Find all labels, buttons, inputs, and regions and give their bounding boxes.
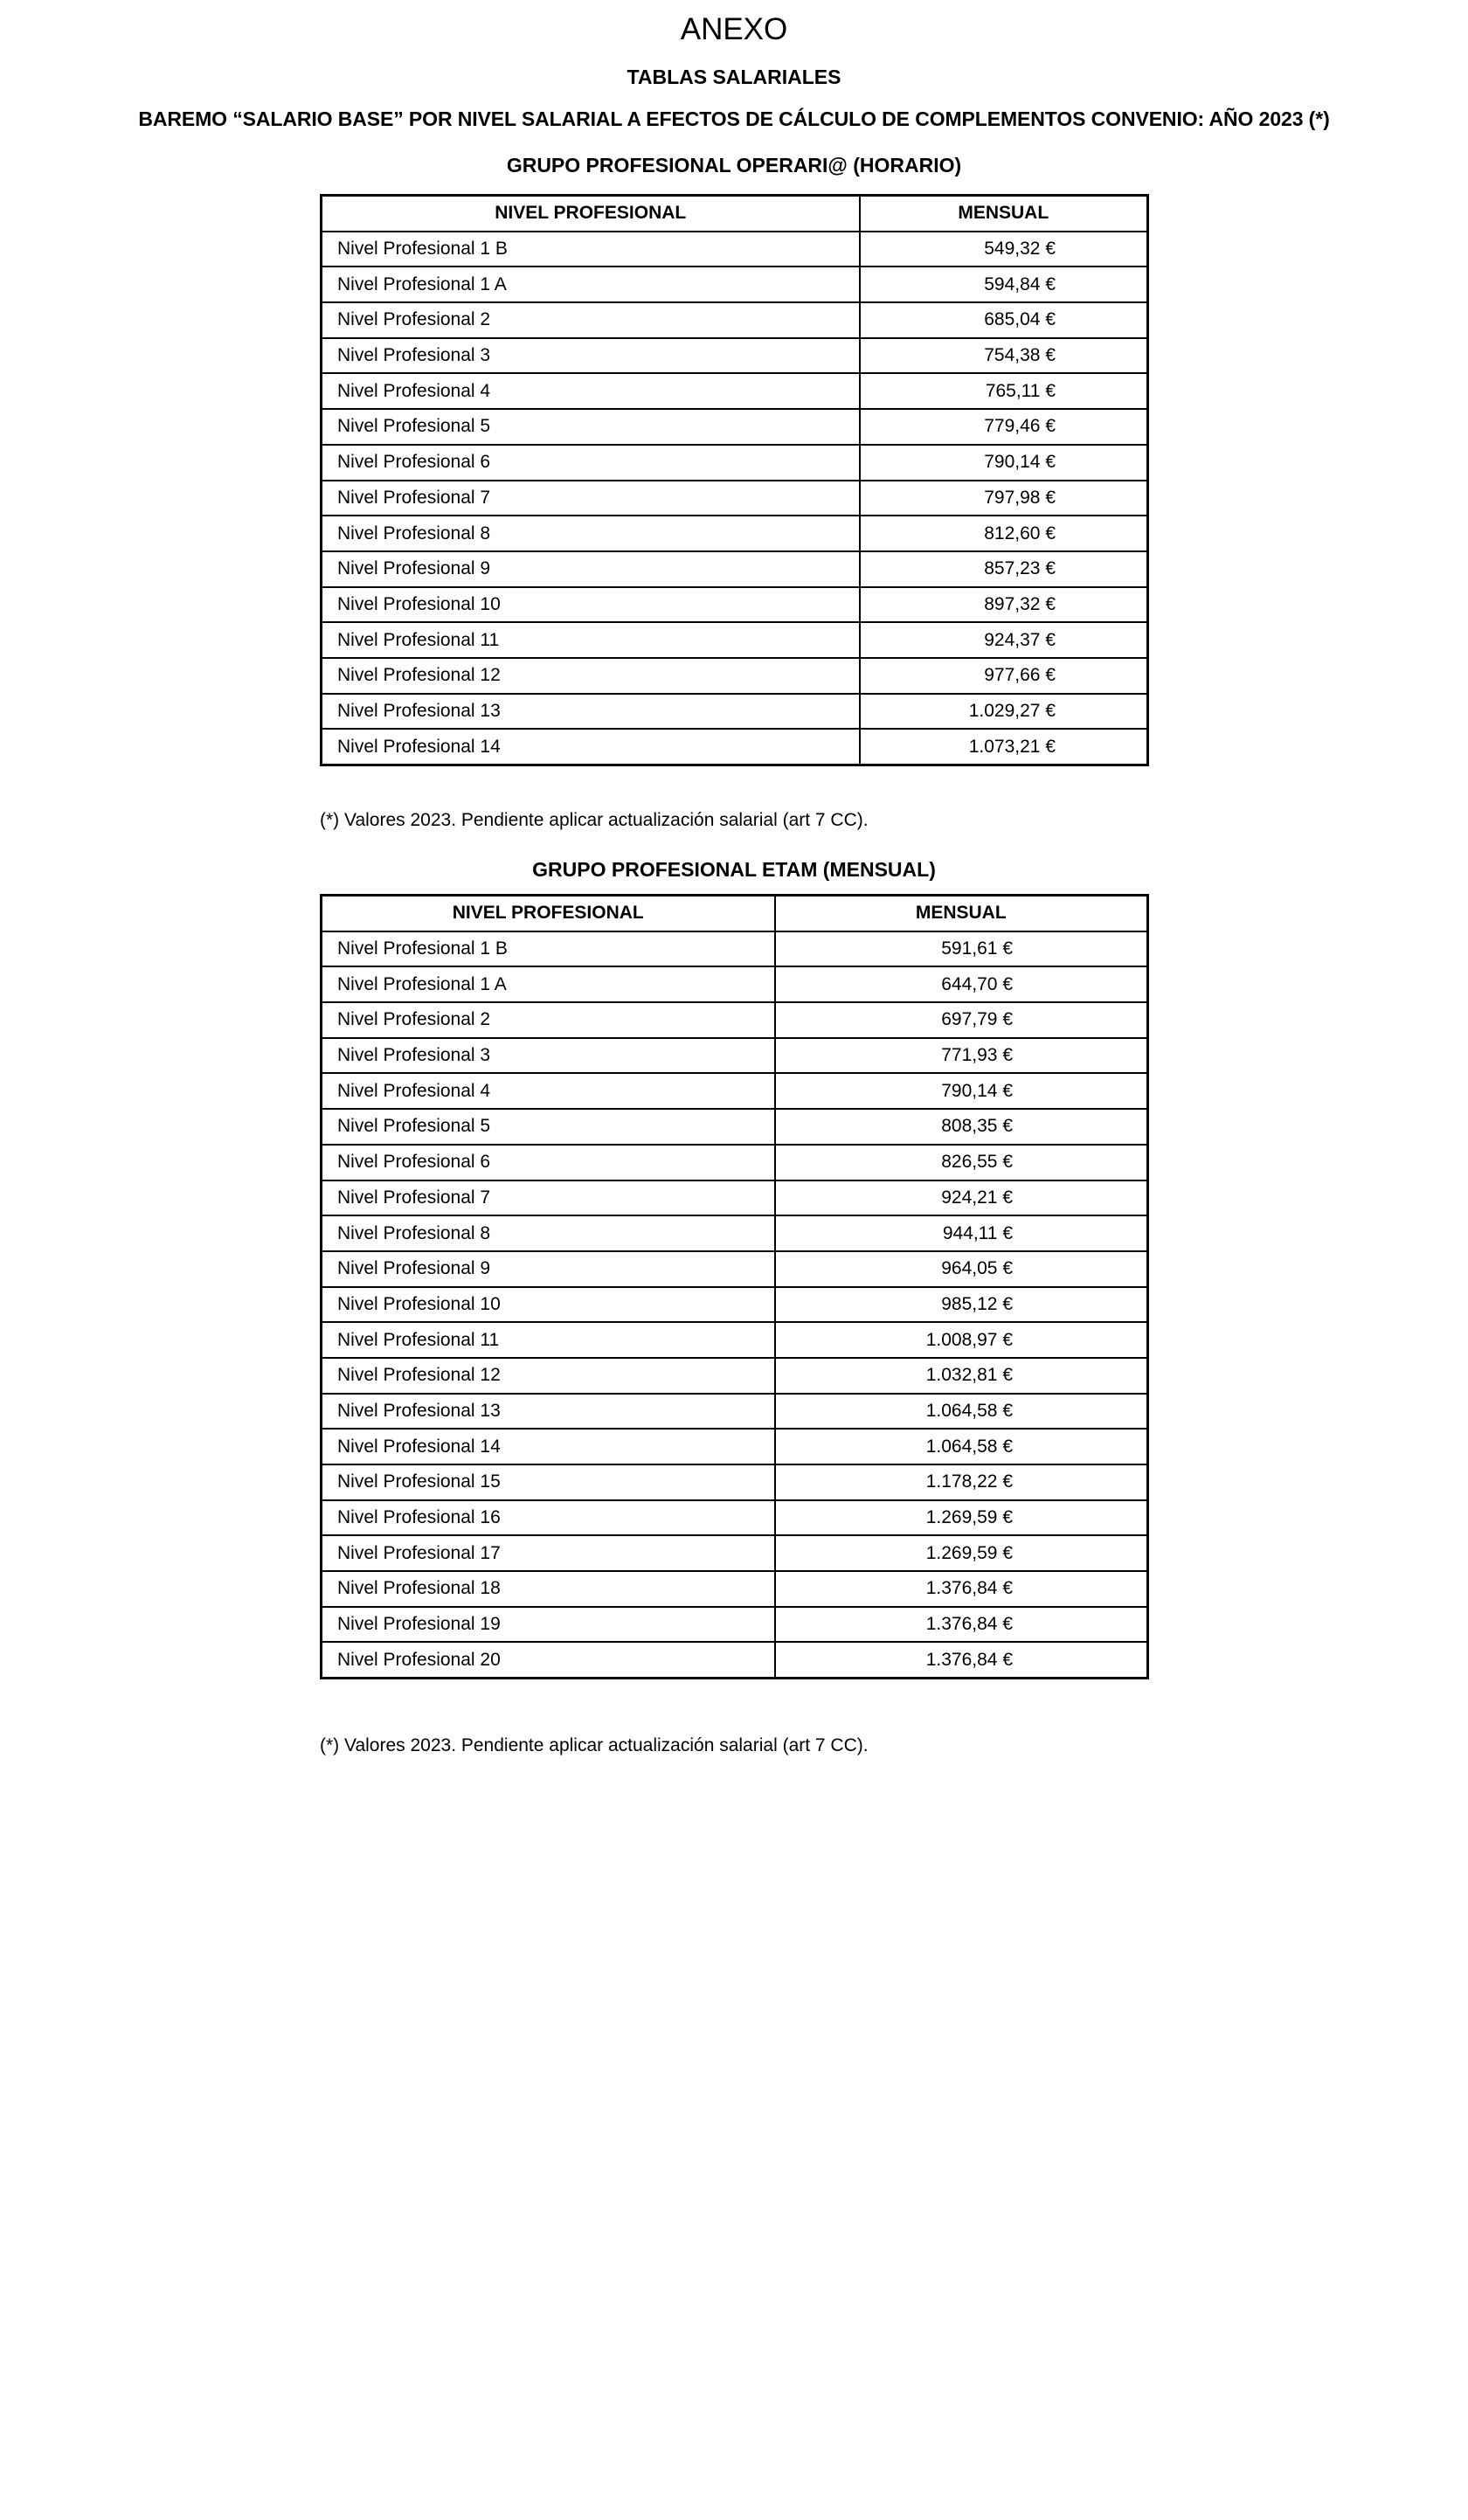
mensual-value-cell: 790,14 € bbox=[860, 445, 1148, 481]
nivel-profesional-cell: Nivel Profesional 20 bbox=[322, 1642, 775, 1678]
table-row bbox=[322, 1394, 1148, 1430]
mensual-value-cell: 685,04 € bbox=[860, 302, 1148, 338]
mensual-value-cell: 1.029,27 € bbox=[860, 694, 1148, 730]
mensual-value-cell: 1.376,84 € bbox=[775, 1642, 1148, 1678]
table-row bbox=[322, 1145, 1148, 1180]
nivel-profesional-cell: Nivel Profesional 13 bbox=[322, 694, 860, 730]
salary-table-operario bbox=[320, 194, 1149, 766]
nivel-profesional-cell: Nivel Profesional 9 bbox=[322, 551, 860, 587]
mensual-value-cell: 985,12 € bbox=[775, 1287, 1148, 1323]
nivel-profesional-cell: Nivel Profesional 3 bbox=[322, 338, 860, 374]
nivel-profesional-cell: Nivel Profesional 8 bbox=[322, 516, 860, 551]
nivel-profesional-cell: Nivel Profesional 11 bbox=[322, 1322, 775, 1358]
mensual-value-cell: 964,05 € bbox=[775, 1251, 1148, 1287]
nivel-profesional-cell: Nivel Profesional 8 bbox=[322, 1215, 775, 1251]
document-heading: BAREMO “SALARIO BASE” POR NIVEL SALARIAL A EFECTOS DE CÁLCULO DE COMPLEMENTOS CONVENIO: AÑO 2023 (*) bbox=[138, 107, 1330, 130]
nivel-profesional-cell: Nivel Profesional 3 bbox=[322, 1038, 775, 1074]
table-row bbox=[322, 267, 1148, 302]
mensual-value-cell: 944,11 € bbox=[775, 1215, 1148, 1251]
table-row bbox=[322, 302, 1148, 338]
nivel-profesional-cell: Nivel Profesional 15 bbox=[322, 1464, 775, 1500]
nivel-profesional-cell: Nivel Profesional 5 bbox=[322, 1109, 775, 1145]
mensual-value-cell: 1.064,58 € bbox=[775, 1394, 1148, 1430]
table-row bbox=[322, 1607, 1148, 1643]
mensual-value-cell: 1.376,84 € bbox=[775, 1607, 1148, 1643]
table-row bbox=[322, 1251, 1148, 1287]
column-header-mensual: MENSUAL bbox=[860, 196, 1148, 232]
nivel-profesional-cell: Nivel Profesional 1 A bbox=[322, 267, 860, 302]
footnote-operario: (*) Valores 2023. Pendiente aplicar actualización salarial (art 7 CC). bbox=[320, 810, 869, 830]
nivel-profesional-cell: Nivel Profesional 6 bbox=[322, 445, 860, 481]
nivel-profesional-cell: Nivel Profesional 13 bbox=[322, 1394, 775, 1430]
mensual-value-cell: 1.178,22 € bbox=[775, 1464, 1148, 1500]
table-row bbox=[322, 1535, 1148, 1571]
table-row bbox=[322, 481, 1148, 516]
table-row bbox=[322, 587, 1148, 623]
mensual-value-cell: 1.064,58 € bbox=[775, 1429, 1148, 1464]
table-row bbox=[322, 1429, 1148, 1464]
nivel-profesional-cell: Nivel Profesional 18 bbox=[322, 1571, 775, 1607]
nivel-profesional-cell: Nivel Profesional 19 bbox=[322, 1607, 775, 1643]
table-row bbox=[322, 1571, 1148, 1607]
mensual-value-cell: 897,32 € bbox=[860, 587, 1148, 623]
mensual-value-cell: 826,55 € bbox=[775, 1145, 1148, 1180]
nivel-profesional-cell: Nivel Profesional 5 bbox=[322, 409, 860, 445]
table-row bbox=[322, 966, 1148, 1002]
mensual-value-cell: 797,98 € bbox=[860, 481, 1148, 516]
mensual-value-cell: 1.269,59 € bbox=[775, 1500, 1148, 1536]
mensual-value-cell: 754,38 € bbox=[860, 338, 1148, 374]
nivel-profesional-cell: Nivel Profesional 6 bbox=[322, 1145, 775, 1180]
nivel-profesional-cell: Nivel Profesional 17 bbox=[322, 1535, 775, 1571]
table-row bbox=[322, 409, 1148, 445]
nivel-profesional-cell: Nivel Profesional 2 bbox=[322, 1002, 775, 1038]
group-title-operario: GRUPO PROFESIONAL OPERARI@ (HORARIO) bbox=[506, 154, 962, 177]
table-row bbox=[322, 1642, 1148, 1678]
table-row bbox=[322, 551, 1148, 587]
mensual-value-cell: 790,14 € bbox=[775, 1073, 1148, 1109]
nivel-profesional-cell: Nivel Profesional 14 bbox=[322, 729, 860, 765]
mensual-value-cell: 812,60 € bbox=[860, 516, 1148, 551]
table-row bbox=[322, 445, 1148, 481]
table-row bbox=[322, 1464, 1148, 1500]
mensual-value-cell: 924,37 € bbox=[860, 622, 1148, 658]
mensual-value-cell: 1.073,21 € bbox=[860, 729, 1148, 765]
nivel-profesional-cell: Nivel Profesional 14 bbox=[322, 1429, 775, 1464]
table-row bbox=[322, 1109, 1148, 1145]
table-row bbox=[322, 1500, 1148, 1536]
nivel-profesional-cell: Nivel Profesional 11 bbox=[322, 622, 860, 658]
footnote-etam: (*) Valores 2023. Pendiente aplicar actualización salarial (art 7 CC). bbox=[320, 1735, 869, 1755]
nivel-profesional-cell: Nivel Profesional 7 bbox=[322, 1180, 775, 1216]
table-row bbox=[322, 694, 1148, 730]
nivel-profesional-cell: Nivel Profesional 1 B bbox=[322, 931, 775, 967]
mensual-value-cell: 779,46 € bbox=[860, 409, 1148, 445]
nivel-profesional-cell: Nivel Profesional 10 bbox=[322, 1287, 775, 1323]
mensual-value-cell: 697,79 € bbox=[775, 1002, 1148, 1038]
table-row bbox=[322, 1038, 1148, 1074]
table-row bbox=[322, 1215, 1148, 1251]
table-row bbox=[322, 1180, 1148, 1216]
nivel-profesional-cell: Nivel Profesional 4 bbox=[322, 373, 860, 409]
mensual-value-cell: 644,70 € bbox=[775, 966, 1148, 1002]
column-header-mensual: MENSUAL bbox=[775, 896, 1148, 931]
mensual-value-cell: 1.032,81 € bbox=[775, 1358, 1148, 1394]
column-header-nivel: NIVEL PROFESIONAL bbox=[322, 196, 860, 232]
mensual-value-cell: 857,23 € bbox=[860, 551, 1148, 587]
mensual-value-cell: 549,32 € bbox=[860, 232, 1148, 267]
nivel-profesional-cell: Nivel Profesional 16 bbox=[322, 1500, 775, 1536]
mensual-value-cell: 808,35 € bbox=[775, 1109, 1148, 1145]
table-header-row bbox=[322, 896, 1148, 931]
nivel-profesional-cell: Nivel Profesional 4 bbox=[322, 1073, 775, 1109]
mensual-value-cell: 1.008,97 € bbox=[775, 1322, 1148, 1358]
table-row bbox=[322, 1358, 1148, 1394]
mensual-value-cell: 1.269,59 € bbox=[775, 1535, 1148, 1571]
group-title-etam: GRUPO PROFESIONAL ETAM (MENSUAL) bbox=[532, 858, 936, 881]
mensual-value-cell: 594,84 € bbox=[860, 267, 1148, 302]
salary-table-etam bbox=[320, 894, 1149, 1679]
nivel-profesional-cell: Nivel Profesional 2 bbox=[322, 302, 860, 338]
nivel-profesional-cell: Nivel Profesional 12 bbox=[322, 658, 860, 694]
document-title: ANEXO bbox=[680, 12, 788, 46]
table-row bbox=[322, 1287, 1148, 1323]
mensual-value-cell: 924,21 € bbox=[775, 1180, 1148, 1216]
table-row bbox=[322, 1322, 1148, 1358]
table-row bbox=[322, 729, 1148, 765]
table-row bbox=[322, 338, 1148, 374]
nivel-profesional-cell: Nivel Profesional 1 B bbox=[322, 232, 860, 267]
nivel-profesional-cell: Nivel Profesional 7 bbox=[322, 481, 860, 516]
table-row bbox=[322, 1002, 1148, 1038]
mensual-value-cell: 591,61 € bbox=[775, 931, 1148, 967]
nivel-profesional-cell: Nivel Profesional 9 bbox=[322, 1251, 775, 1287]
document-subtitle: TABLAS SALARIALES bbox=[627, 66, 841, 88]
table-row bbox=[322, 622, 1148, 658]
nivel-profesional-cell: Nivel Profesional 10 bbox=[322, 587, 860, 623]
table-row bbox=[322, 931, 1148, 967]
table-row bbox=[322, 516, 1148, 551]
nivel-profesional-cell: Nivel Profesional 1 A bbox=[322, 966, 775, 1002]
nivel-profesional-cell: Nivel Profesional 12 bbox=[322, 1358, 775, 1394]
table-header-row bbox=[322, 196, 1148, 232]
table-row bbox=[322, 373, 1148, 409]
mensual-value-cell: 977,66 € bbox=[860, 658, 1148, 694]
mensual-value-cell: 765,11 € bbox=[860, 373, 1148, 409]
table-row bbox=[322, 658, 1148, 694]
mensual-value-cell: 771,93 € bbox=[775, 1038, 1148, 1074]
table-row bbox=[322, 1073, 1148, 1109]
table-row bbox=[322, 232, 1148, 267]
mensual-value-cell: 1.376,84 € bbox=[775, 1571, 1148, 1607]
column-header-nivel: NIVEL PROFESIONAL bbox=[322, 896, 775, 931]
